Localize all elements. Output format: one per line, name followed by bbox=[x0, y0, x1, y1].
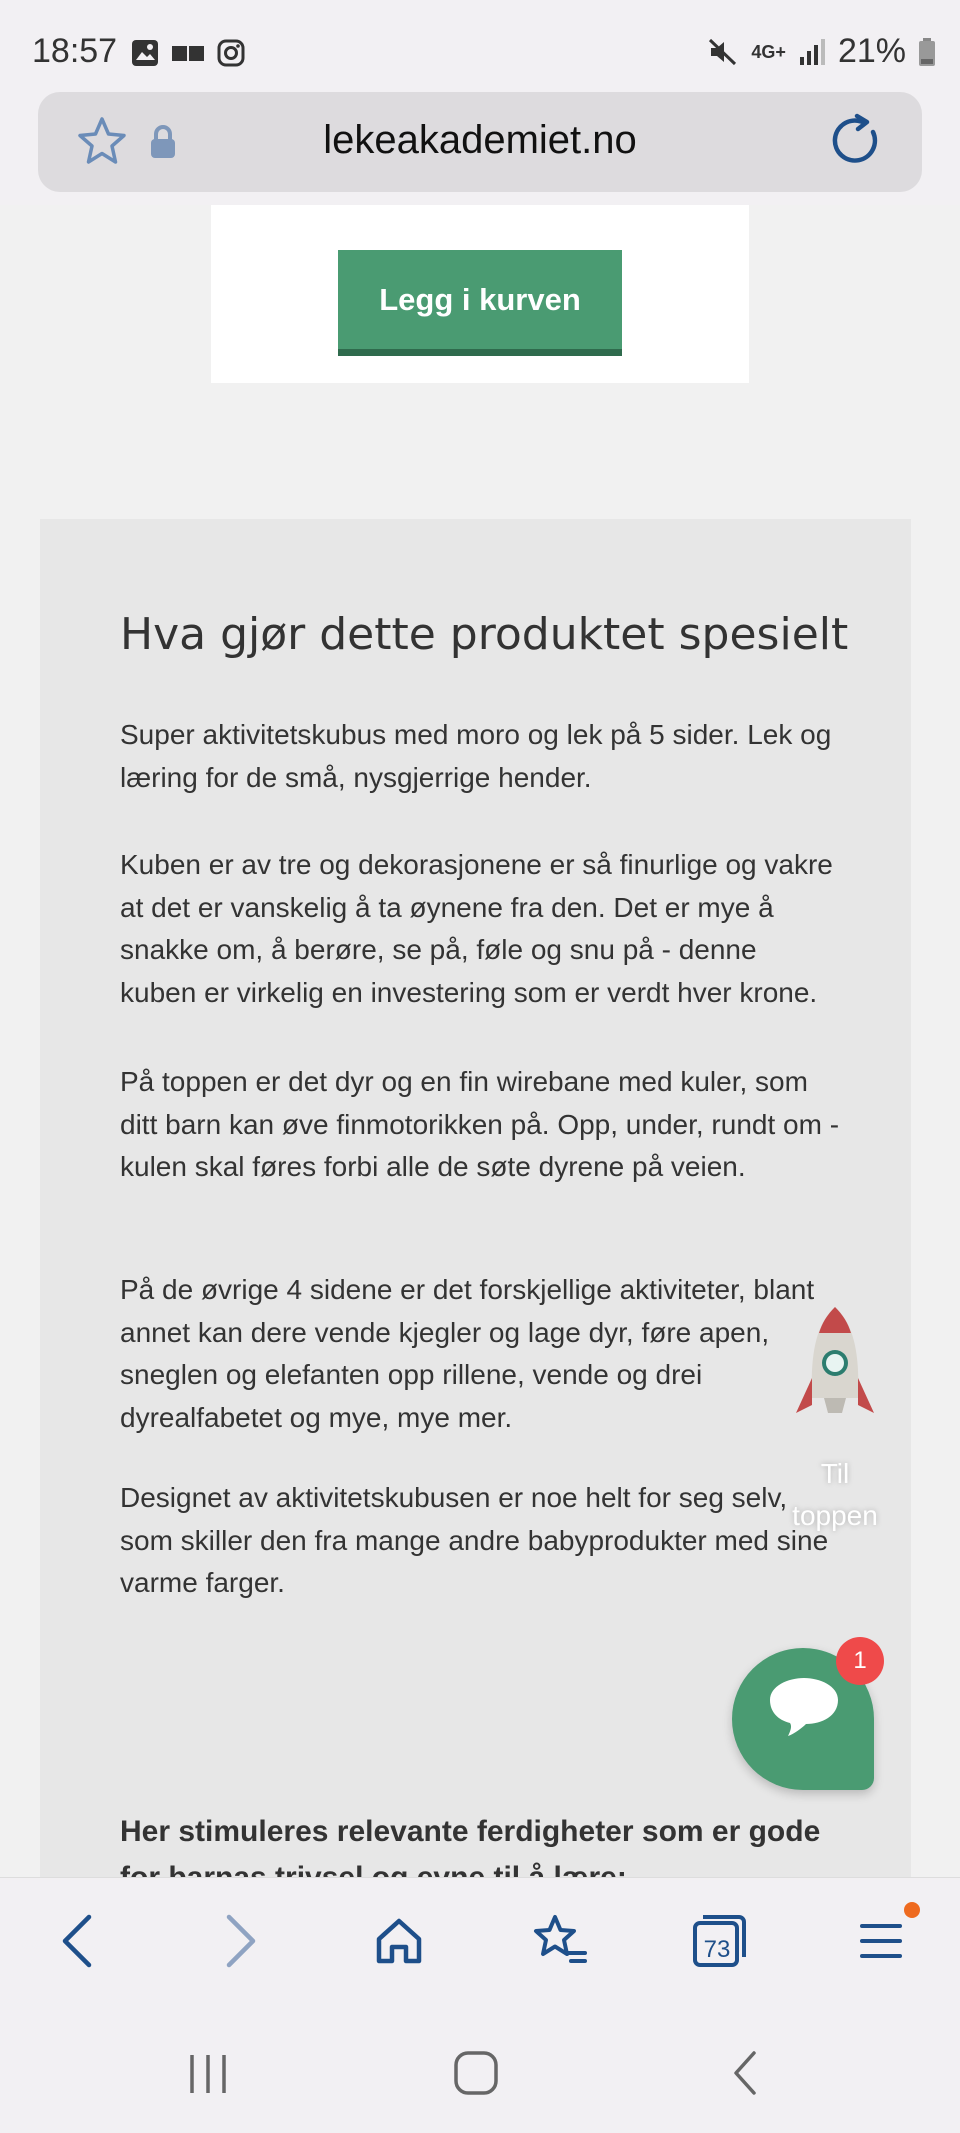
bookmarks-star-icon bbox=[529, 1911, 589, 1971]
add-to-cart-button[interactable]: Legg i kurven bbox=[338, 250, 622, 356]
skills-subheading: Her stimuleres relevante ferdigheter som er gode bbox=[120, 1815, 821, 1848]
status-system-icons bbox=[707, 32, 936, 71]
system-nav-bar bbox=[0, 2003, 960, 2133]
chat-notification-badge: 1 bbox=[836, 1637, 884, 1685]
back-button[interactable] bbox=[44, 1908, 110, 1974]
signal-icon bbox=[798, 37, 826, 67]
tabs-button[interactable] bbox=[686, 1908, 752, 1974]
description-paragraph: Kuben er av tre og dekorasjonene er så finurlige og vakre at det er vanskelig å ta øynene fra den. Det er mye å snakke om, å berøre, se på, føle og snu på - denne kuben er virkelig en investering som er verdt hver krone. bbox=[120, 849, 833, 1008]
chevron-left-icon bbox=[57, 1913, 97, 1969]
chevron-right-icon bbox=[221, 1913, 261, 1969]
network-type: 4G+ bbox=[751, 41, 786, 62]
url-text[interactable]: lekeakademiet.no bbox=[323, 118, 637, 162]
description-paragraph: Super aktivitetskubus med moro og lek på 5 sider. Lek og læring for de små, nysgjerrige hender. bbox=[120, 719, 832, 793]
description-paragraph: På de øvrige 4 sidene er det forskjellige aktiviteter, blant annet kan dere vende kjegler og lage dyr, føre apen, sneglen og elefanten opp rillene, vende og drei dyrealfabetet og mye, mye mer. bbox=[120, 1274, 815, 1433]
status-notification-icons bbox=[130, 38, 246, 68]
menu-notification-dot bbox=[904, 1902, 920, 1918]
menu-button[interactable] bbox=[848, 1908, 914, 1974]
battery-icon bbox=[918, 37, 936, 67]
browser-bottom-nav bbox=[0, 1877, 960, 2004]
home-icon bbox=[371, 1913, 427, 1969]
hamburger-menu-icon bbox=[856, 1916, 906, 1966]
video-icon bbox=[170, 38, 206, 68]
tabs-count: 73 bbox=[703, 1936, 731, 1963]
description-paragraph: Designet av aktivitetskubusen er noe helt for seg selv, som skiller den fra mange andre babyprodukter med sine varme farger. bbox=[120, 1482, 829, 1598]
status-time: 18:57 bbox=[32, 32, 118, 70]
home-system-icon[interactable] bbox=[446, 2043, 506, 2103]
home-button[interactable] bbox=[366, 1908, 432, 1974]
reload-icon[interactable] bbox=[828, 112, 886, 170]
url-bar[interactable] bbox=[38, 92, 922, 192]
battery-percent: 21% bbox=[837, 32, 906, 70]
back-system-icon[interactable] bbox=[716, 2043, 776, 2103]
forward-button[interactable] bbox=[208, 1908, 274, 1974]
scroll-top-label[interactable]: Til toppen bbox=[792, 1458, 878, 1531]
description-paragraph: På toppen er det dyr og en fin wirebane med kuler, som ditt barn kan øve finmotorikken på. Opp, under, rundt om - kulen skal føres forbi alle de søte dyrene på veien. bbox=[120, 1066, 840, 1182]
recent-apps-icon[interactable] bbox=[178, 2043, 238, 2103]
bookmarks-button[interactable] bbox=[526, 1908, 592, 1974]
mute-icon bbox=[707, 36, 739, 68]
status-bar bbox=[0, 0, 960, 90]
description-heading: Hva gjør dette produktet spesielt bbox=[120, 609, 849, 660]
instagram-icon bbox=[216, 38, 246, 68]
web-content bbox=[0, 205, 960, 1877]
gallery-icon bbox=[130, 38, 160, 68]
rocket-icon[interactable] bbox=[790, 1303, 880, 1453]
